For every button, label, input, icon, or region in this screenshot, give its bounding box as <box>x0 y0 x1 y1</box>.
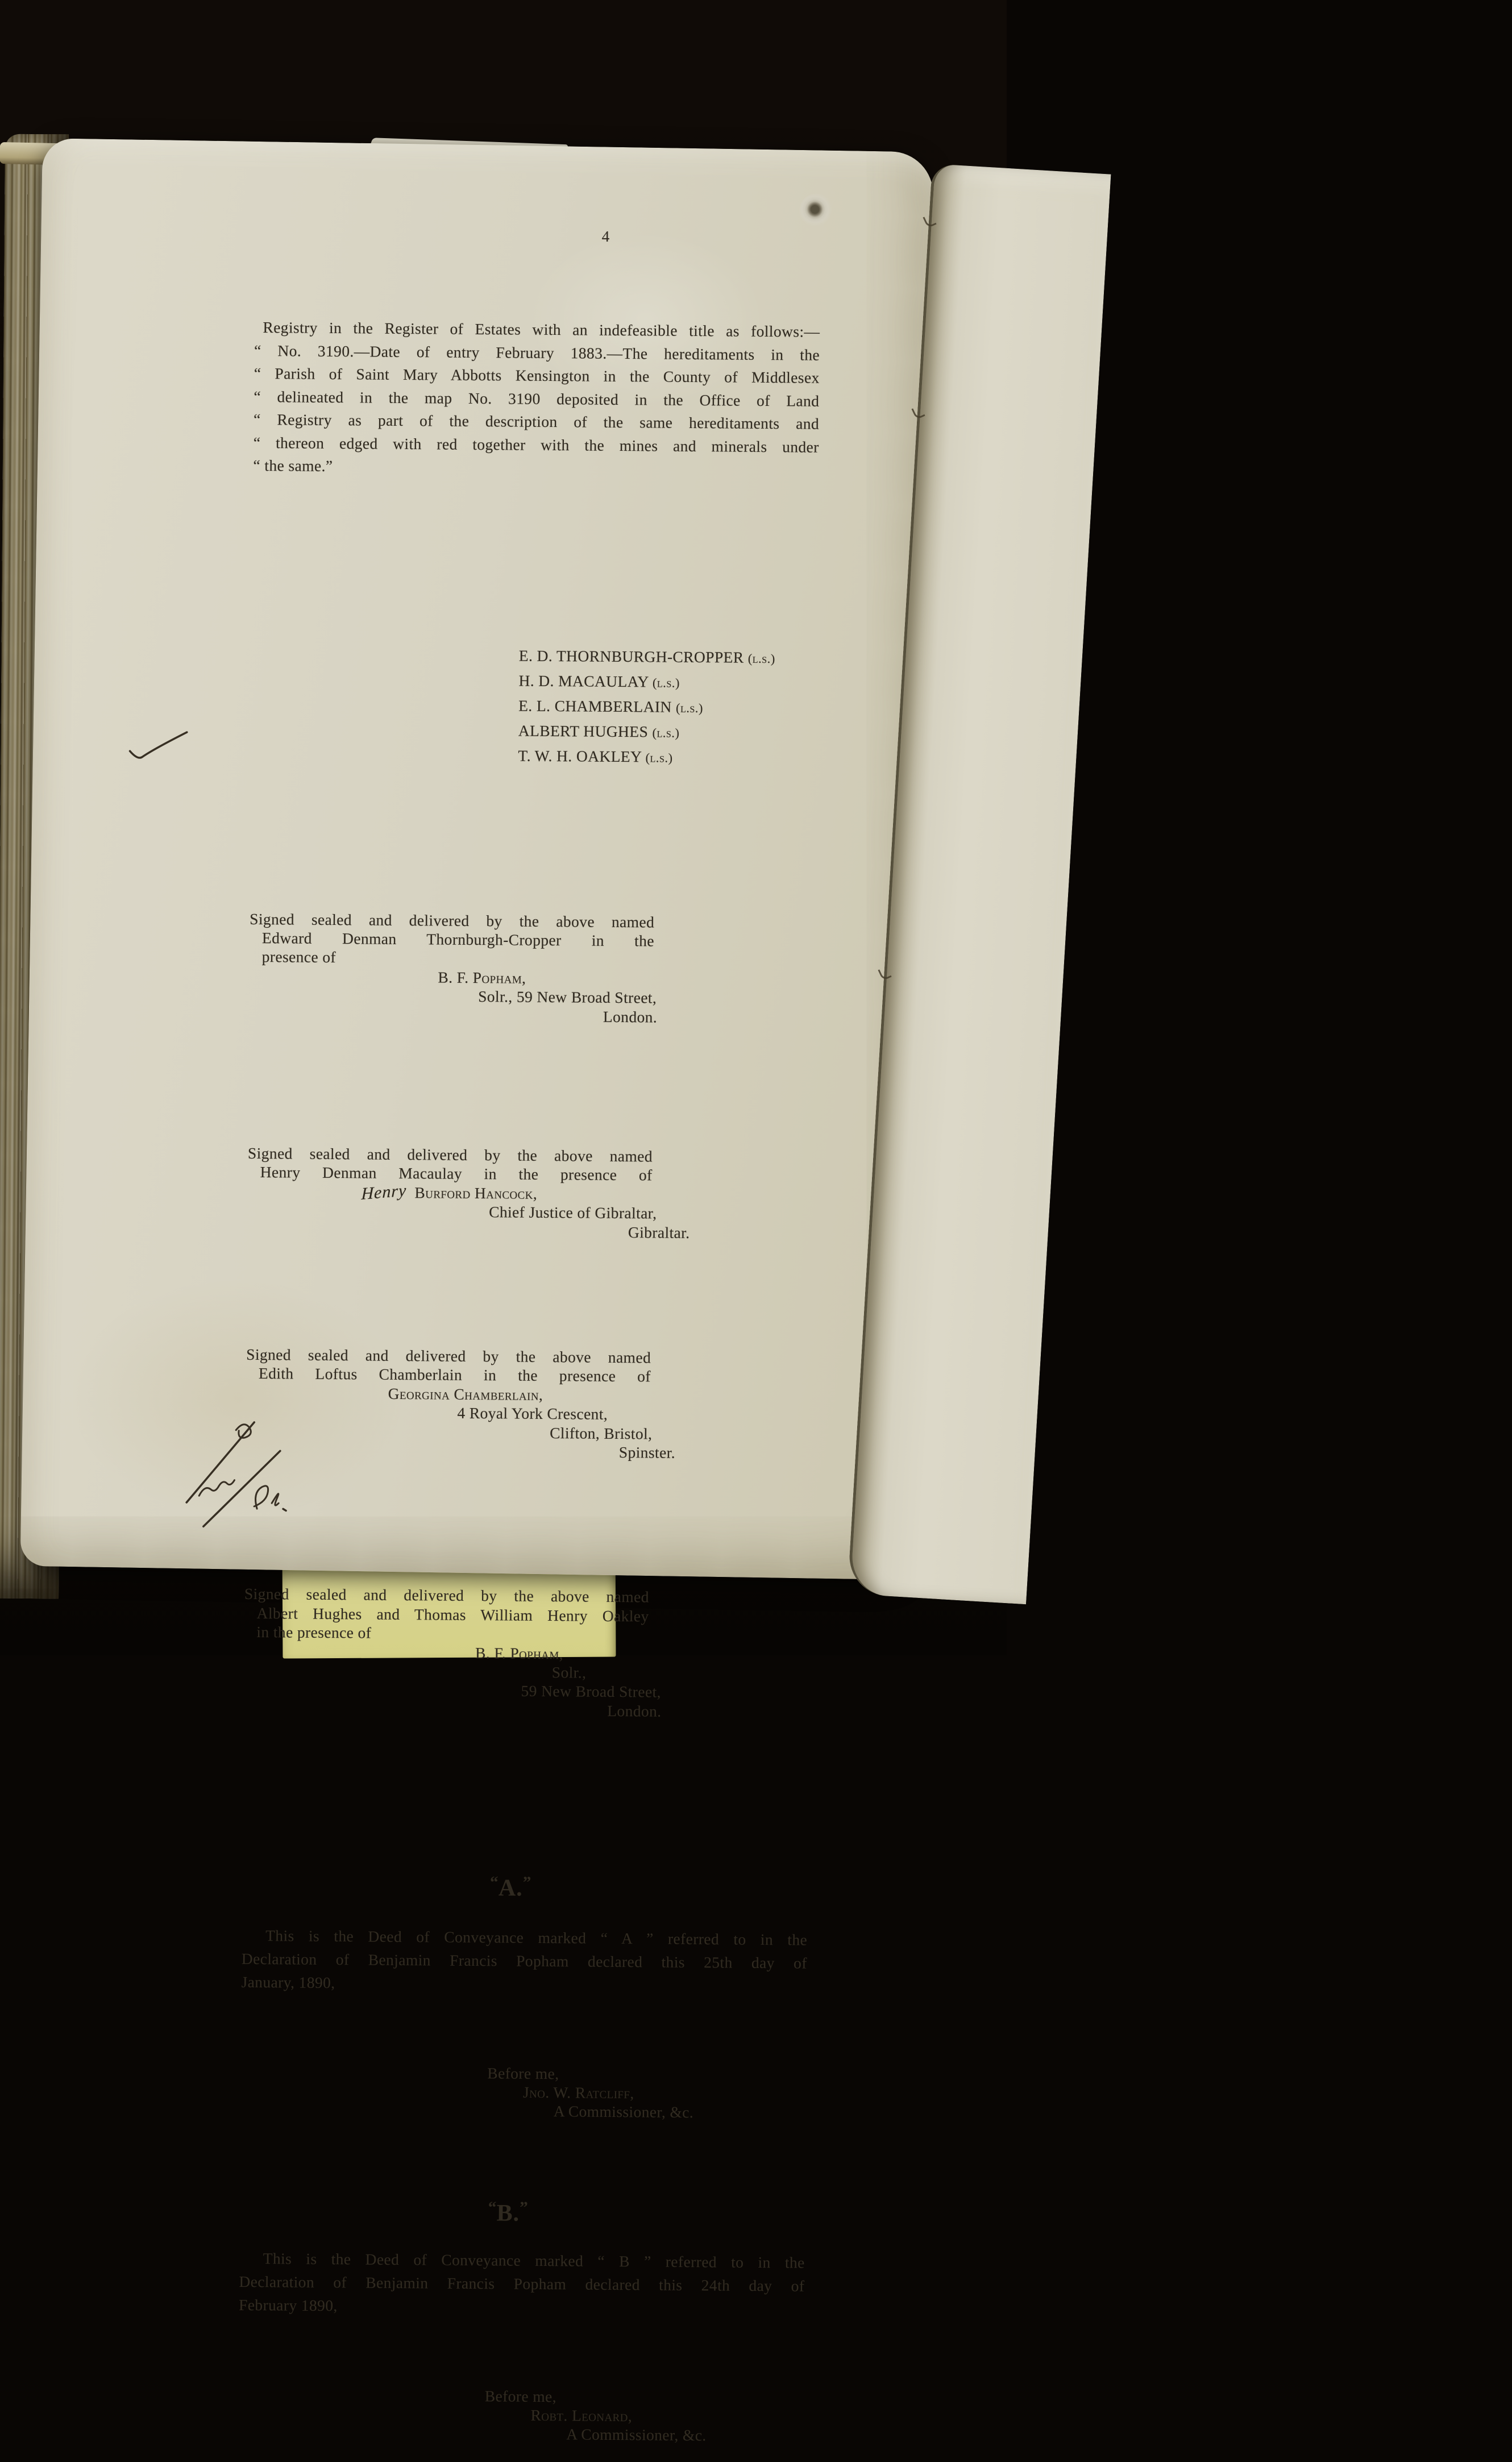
attestation-block <box>249 909 816 1027</box>
paragraph-line: “ thereon edged with red together with the mines and minerals under <box>253 433 819 456</box>
commissioner-name: Jno. W. Ratcliff, <box>522 2083 634 2102</box>
witness-line: Spinster. <box>618 1443 676 1462</box>
paragraph-line: “ delineated in the map No. 3190 deposited in the Office of Land <box>254 387 820 410</box>
paragraph-line: “ Registry as part of the description of the same hereditaments and <box>254 410 820 433</box>
attestation-block <box>247 1144 813 1243</box>
seal-abbrev: (l.s.) <box>645 750 673 765</box>
paragraph-line: “ the same.” <box>253 456 333 475</box>
witness-line: B. F. Popham, <box>475 1643 564 1662</box>
witness-line: London. <box>603 1007 658 1026</box>
before-me-line: Before me, <box>487 2064 559 2083</box>
attestation-line: Albert Hughes and Thomas William Henry Oakley <box>256 1604 649 1625</box>
attestation-line: Edward Denman Thornburgh-Cropper in the <box>261 928 655 950</box>
before-me-line: Before me, <box>484 2387 557 2406</box>
seal-abbrev: (l.s.) <box>652 675 680 690</box>
exhibit-line: January, 1890, <box>241 1973 335 1992</box>
page-content <box>31 138 934 2444</box>
exhibit-a-heading <box>228 1871 794 1904</box>
page-number: 4 <box>601 227 610 245</box>
exhibit-b-paragraph <box>239 2247 805 2321</box>
open-quote: “ <box>488 2198 497 2217</box>
signatory-name: ALBERT HUGHES <box>518 721 649 740</box>
exhibit-line: Declaration of Benjamin Francis Popham declared this 24th day of <box>239 2273 805 2295</box>
seal-abbrev: (l.s.) <box>747 651 775 666</box>
exhibit-a-paragraph <box>241 1924 807 1998</box>
seal-abbrev: (l.s.) <box>675 700 704 715</box>
fastener-hole-mark <box>799 193 833 227</box>
handwritten-name: Henry <box>361 1181 407 1203</box>
open-quote: “ <box>489 1873 499 1892</box>
witness-line: B. F. Popham, <box>438 968 526 987</box>
attestation-block <box>243 1584 810 1722</box>
witness-line: Solr., <box>551 1663 587 1682</box>
attestation-line: Signed sealed and delivered by the above named <box>250 910 655 931</box>
witness-line: 59 New Broad Street, <box>521 1682 661 1701</box>
document-page <box>20 138 934 2444</box>
seal-abbrev: (l.s.) <box>652 725 680 740</box>
witness-line: Solr., 59 New Broad Street, <box>478 987 657 1007</box>
commissioner-title: A Commissioner, &c. <box>566 2425 707 2444</box>
witness-line: Clifton, Bristol, <box>550 1423 653 1443</box>
paragraph-line: “ No. 3190.—Date of entry February 1883.—The hereditaments in the <box>254 341 820 364</box>
attestation-block <box>246 1345 812 1463</box>
exhibit-line: Declaration of Benjamin Francis Popham declared this 25th day of <box>241 1950 807 1972</box>
signatory-name: E. L. CHAMBERLAIN <box>518 696 672 716</box>
witness-line: Georgina Chamberlain, <box>388 1384 543 1404</box>
witness-line: Chief Justice of Gibraltar, <box>489 1203 657 1222</box>
attestation-line: Signed sealed and delivered by the above named <box>246 1345 651 1367</box>
commissioner-name: Robt. Leonard, <box>530 2406 633 2425</box>
exhibit-line: February 1890, <box>238 2296 338 2315</box>
close-quote: ” <box>522 1873 531 1892</box>
signatory-name: E. D. THORNBURGH-CROPPER <box>518 646 744 666</box>
close-quote: ” <box>520 2198 529 2218</box>
exhibit-letter: A. <box>498 1875 523 1901</box>
witness-line: 4 Royal York Crescent, <box>457 1404 608 1423</box>
attestation-line: Henry Denman Macaulay in the presence of <box>260 1163 653 1184</box>
attestation-line: Signed sealed and delivered by the above named <box>247 1144 653 1165</box>
attestation-line: presence of <box>261 948 337 966</box>
witness-name: Burford Hancock, <box>414 1183 538 1202</box>
attestation-line: in the presence of <box>256 1623 372 1642</box>
exhibit-line: This is the Deed of Conveyance marked “ B ” referred to in the <box>263 2249 805 2272</box>
signatory-name: H. D. MACAULAY <box>518 671 649 690</box>
exhibit-b-heading <box>225 2197 791 2229</box>
registry-paragraph <box>253 316 820 481</box>
exhibit-a-attestation <box>240 2062 807 2123</box>
witness-line: London. <box>607 1701 662 1720</box>
exhibit-line: This is the Deed of Conveyance marked “ A ” referred to in the <box>265 1927 808 1949</box>
signatory-name: T. W. H. OAKLEY <box>518 746 642 765</box>
exhibit-b-attestation <box>238 2385 804 2446</box>
attestation-line: Edith Loftus Chamberlain in the presence of <box>258 1364 651 1385</box>
exhibit-letter: B. <box>496 2200 520 2227</box>
handwritten-shelfmark-scribble <box>167 1413 321 1556</box>
commissioner-title: A Commissioner, &c. <box>553 2102 694 2121</box>
margin-checkmark <box>127 727 191 763</box>
witness-line: Gibraltar. <box>628 1223 690 1242</box>
paragraph-line: “ Parish of Saint Mary Abbotts Kensington in the County of Middlesex <box>254 364 820 387</box>
attestation-line: Signed sealed and delivered by the above named <box>244 1585 649 1606</box>
paragraph-line: Registry in the Register of Estates with an indefeasible title as follows:— <box>263 318 820 341</box>
